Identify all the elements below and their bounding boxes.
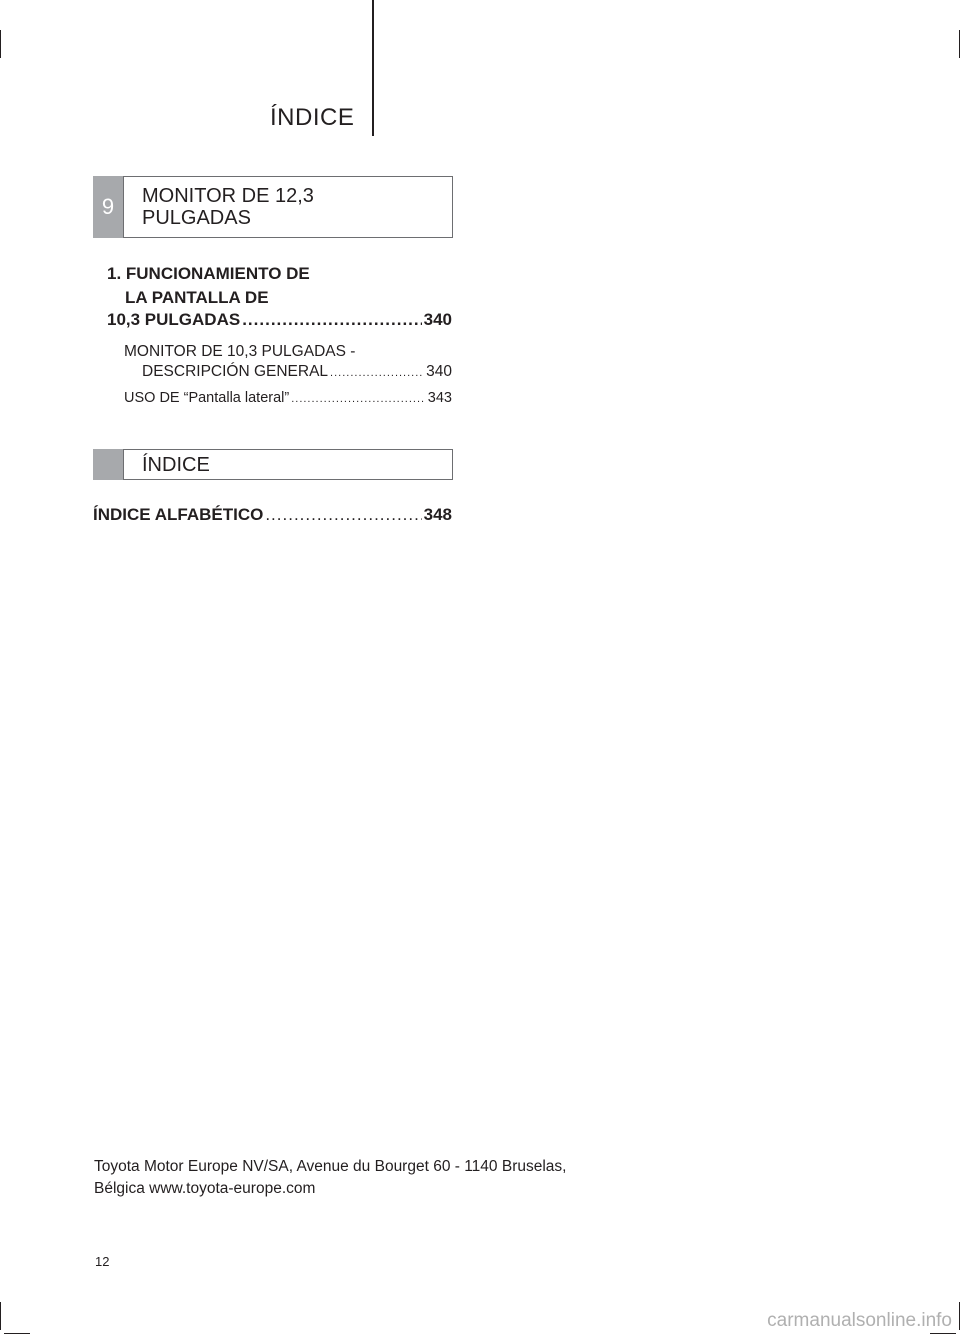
publisher-line: Toyota Motor Europe NV/SA, Avenue du Bourget 60 - 1140 Bruselas,	[94, 1158, 567, 1175]
section-title	[123, 176, 453, 238]
toc-chapter-line: LA PANTALLA DE	[125, 288, 269, 307]
toc-chapter-label: 10,3 PULGADAS	[107, 310, 241, 329]
toc-leader	[242, 310, 421, 330]
crop-mark	[0, 1302, 1, 1330]
toc-index-entry[interactable]	[93, 505, 452, 525]
toc-page-number: 348	[423, 505, 452, 524]
toc-page-number: 343	[427, 390, 452, 406]
toc-leader	[291, 393, 426, 405]
toc-leader	[265, 505, 421, 525]
section-number: 9	[93, 176, 123, 238]
index-section-header	[93, 449, 453, 480]
section-title-line: PULGADAS	[142, 207, 251, 229]
crop-mark	[4, 1333, 30, 1334]
toc-item-entry[interactable]	[142, 363, 452, 381]
publisher-info	[94, 1156, 566, 1200]
watermark: carmanualsonline.info	[767, 1310, 952, 1331]
crop-mark	[0, 30, 1, 58]
toc-chapter-entry[interactable]	[107, 310, 452, 330]
page-title: ÍNDICE	[270, 104, 355, 131]
toc-index-label: ÍNDICE ALFABÉTICO	[93, 505, 264, 524]
page-number: 12	[95, 1254, 110, 1269]
toc-item-line: MONITOR DE 10,3 PULGADAS -	[124, 343, 356, 360]
toc-item-entry[interactable]	[124, 390, 452, 406]
toc-item-label: USO DE “Pantalla lateral”	[124, 390, 290, 406]
toc-page-number: 340	[423, 310, 452, 329]
toc-page-number: 340	[426, 363, 452, 380]
header-divider	[372, 0, 374, 136]
section-9-header	[93, 176, 453, 238]
toc-chapter-line: 1. FUNCIONAMIENTO DE	[107, 264, 310, 283]
toc-leader	[330, 367, 424, 379]
crop-mark	[930, 1333, 956, 1334]
publisher-line: Bélgica www.toyota-europe.com	[94, 1180, 316, 1197]
section-title-line: MONITOR DE 12,3	[142, 185, 314, 207]
toc-item-label: DESCRIPCIÓN GENERAL	[142, 363, 329, 380]
section-number	[93, 449, 123, 480]
section-title: ÍNDICE	[123, 449, 453, 480]
